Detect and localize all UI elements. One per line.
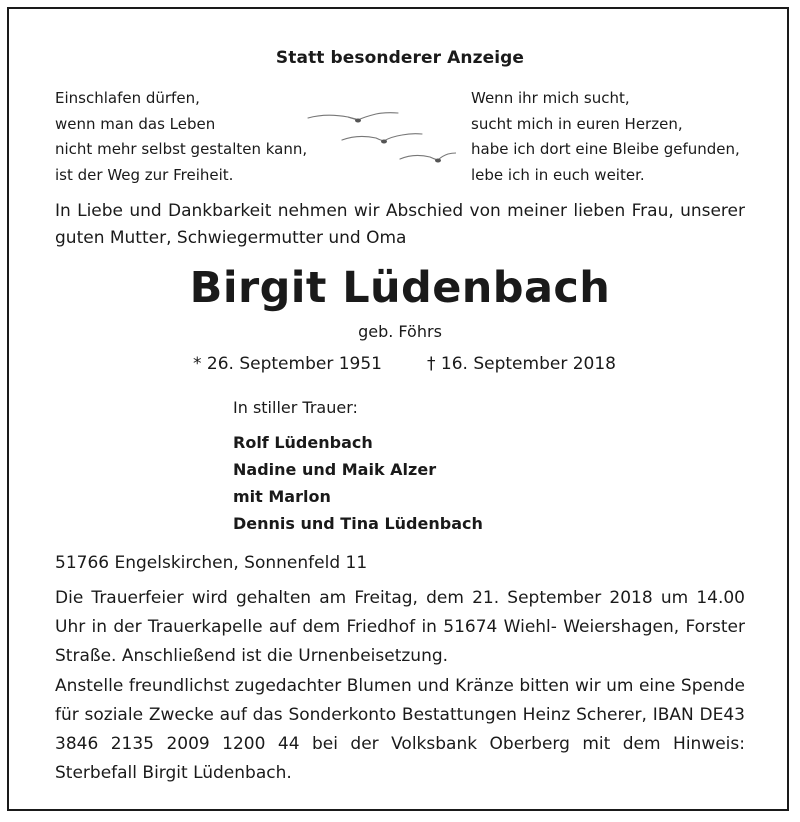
mourners-list — [233, 429, 483, 537]
poem-left — [55, 86, 307, 188]
poem-right-line: sucht mich in euren Herzen, — [471, 114, 683, 133]
poem-left-line: wenn man das Leben — [55, 114, 216, 133]
mourner-name: mit Marlon — [233, 487, 331, 506]
deceased-name: Birgit Lüdenbach — [189, 263, 611, 313]
death-date: † 16. September 2018 — [427, 354, 616, 374]
flying-birds-icon — [306, 108, 456, 170]
mourner-name: Dennis und Tina Lüdenbach — [233, 514, 483, 533]
poem-left-line: ist der Weg zur Freiheit. — [55, 165, 234, 184]
mourning-label: In stiller Trauer: — [233, 398, 358, 417]
poem-right-line: habe ich dort eine Bleibe gefunden, — [471, 140, 740, 158]
poem-left-line: Einschlafen dürfen, — [55, 89, 200, 107]
poem-right-line: Wenn ihr mich sucht, — [471, 89, 630, 107]
poem-right-line: lebe ich in euch weiter. — [471, 165, 645, 184]
poem-left-line: nicht mehr selbst gestalten kann, — [55, 140, 308, 158]
donation-info: Anstelle freundlichst zugedachter Blumen und Kränze bitten wir um eine Spende für soziale Zwecke auf das Sonderkonto Bestattungen Heinz Scherer, IBAN DE43 3846 2135 2009 1200 44 bei der Volksbank Oberberg mit dem Hinweis: Sterbefall Birgit Lüdenbach. — [55, 676, 745, 783]
funeral-info: Die Trauerfeier wird gehalten am Freitag, dem 21. September 2018 um 14.00 Uhr in der Trauerkapelle auf dem Friedhof in 51674 Wiehl- Weiershagen, Forster Straße. Anschließend ist die Urnenbeisetzung. — [55, 588, 745, 666]
birth-date: * 26. September 1951 — [193, 354, 382, 374]
notice-heading: Statt besonderer Anzeige — [275, 48, 525, 68]
intro-text: In Liebe und Dankbarkeit nehmen wir Abschied von meiner lieben Frau, unserer guten Mutter, Schwiegermutter und Oma — [55, 201, 745, 248]
mourner-name: Nadine und Maik Alzer — [233, 460, 437, 479]
poem-right — [471, 86, 740, 188]
birth-name: geb. Föhrs — [358, 322, 442, 341]
mourner-name: Rolf Lüdenbach — [233, 433, 373, 452]
family-address: 51766 Engelskirchen, Sonnenfeld 11 — [55, 553, 368, 573]
